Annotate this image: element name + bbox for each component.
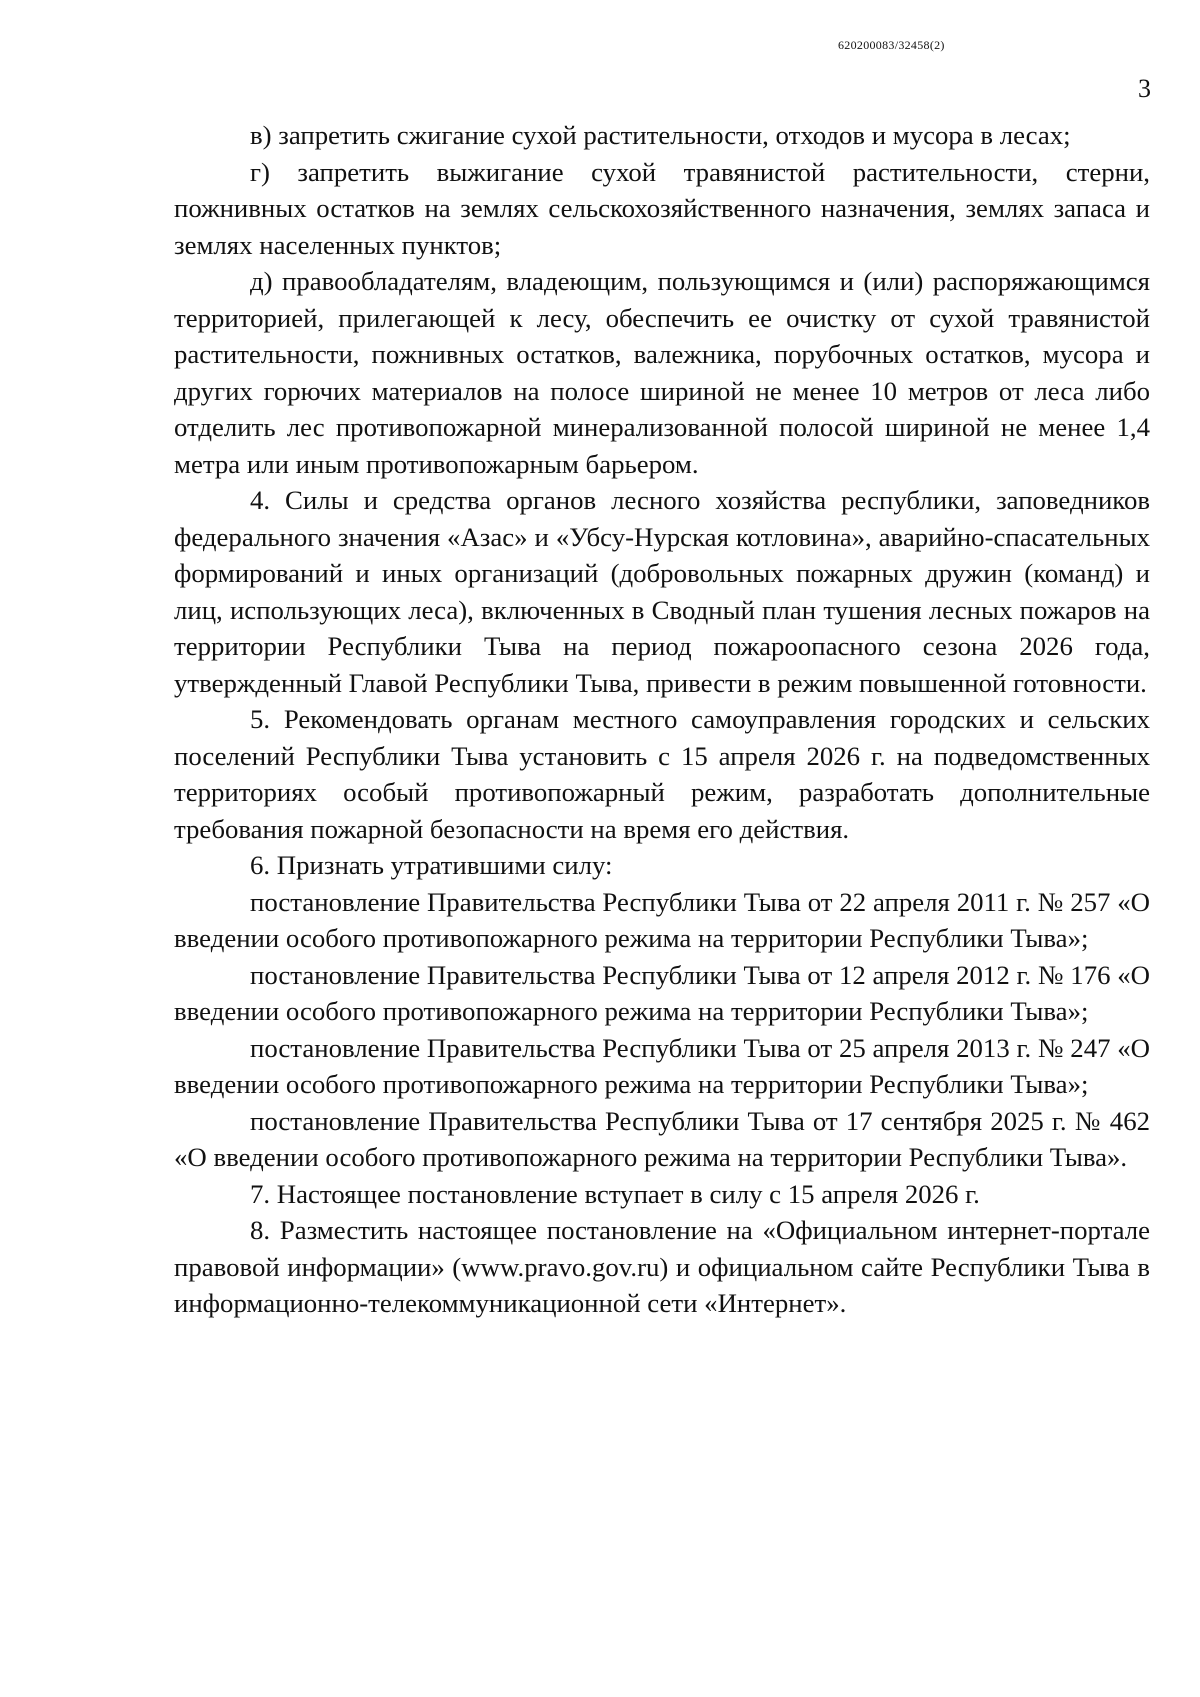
repealed-resolution-2011: постановление Правительства Республики Тыва от 22 апреля 2011 г. № 257 «О введении особого противопожарного режима на территории Республики Тыва»; (174, 886, 1150, 953)
paragraph-section-5: 5. Рекомендовать органам местного самоуправления городских и сельских поселений Республики Тыва установить с 15 апреля 2026 г. на подведомственных территориях особый противопожарный режим, разработать дополнительные требования пожарной безопасности на время его действия. (174, 704, 1150, 844)
paragraph-item-v: в) запретить сжигание сухой растительности, отходов и мусора в лесах; (250, 120, 1071, 150)
paragraph-section-6: 6. Признать утратившими силу: (250, 850, 613, 880)
repealed-resolution-2025: постановление Правительства Республики Тыва от 17 сентября 2025 г. № 462 «О введении особого противопожарного режима на территории Республики Тыва». (174, 1105, 1150, 1172)
repealed-resolution-2012: постановление Правительства Республики Тыва от 12 апреля 2012 г. № 176 «О введении особого противопожарного режима на территории Республики Тыва»; (174, 959, 1150, 1026)
paragraph-item-g: г) запретить выжигание сухой травянистой растительности, стерни, пожнивных остатков на землях сельскохозяйственного назначения, землях запаса и землях населенных пунктов; (174, 156, 1150, 260)
paragraph-section-8: 8. Разместить настоящее постановление на «Официальном интернет-портале правовой информации» (www.pravo.gov.ru) и официальном сайте Республики Тыва в информационно-телекоммуникационной сети «Интернет». (174, 1215, 1150, 1318)
repealed-resolution-2013: постановление Правительства Республики Тыва от 25 апреля 2013 г. № 247 «О введении особого противопожарного режима на территории Республики Тыва»; (174, 1032, 1150, 1099)
paragraph-section-4: 4. Силы и средства органов лесного хозяйства республики, заповедников федерального значения «Азас» и «Убсу-Нурская котловина», аварийно-спасательных формирований и иных организаций (добровольных пожарных дружин (команд) и лиц, использующих леса), включенных в Сводный план тушения лесных пожаров на территории Республики Тыва на период пожароопасного сезона 2026 года, утвержденный Главой Республики Тыва, привести в режим повышенной готовности. (174, 485, 1150, 698)
document-id: 620200083/32458(2) (838, 38, 945, 52)
paragraph-section-7: 7. Настоящее постановление вступает в силу с 15 апреля 2026 г. (250, 1178, 980, 1209)
paragraph-item-d: д) правообладателям, владеющим, пользующимся и (или) распоряжающимся территорией, прилегающей к лесу, обеспечить ее очистку от сухой травянистой растительности, пожнивных остатков, валежника, порубочных остатков, мусора и других горючих материалов на полосе шириной не менее 10 метров от леса либо отделить лес противопожарной минерализованной полосой шириной не менее 1,4 метра или иным противопожарным барьером. (174, 266, 1150, 479)
page-number: 3 (1138, 74, 1151, 103)
document-body (174, 117, 1150, 1322)
